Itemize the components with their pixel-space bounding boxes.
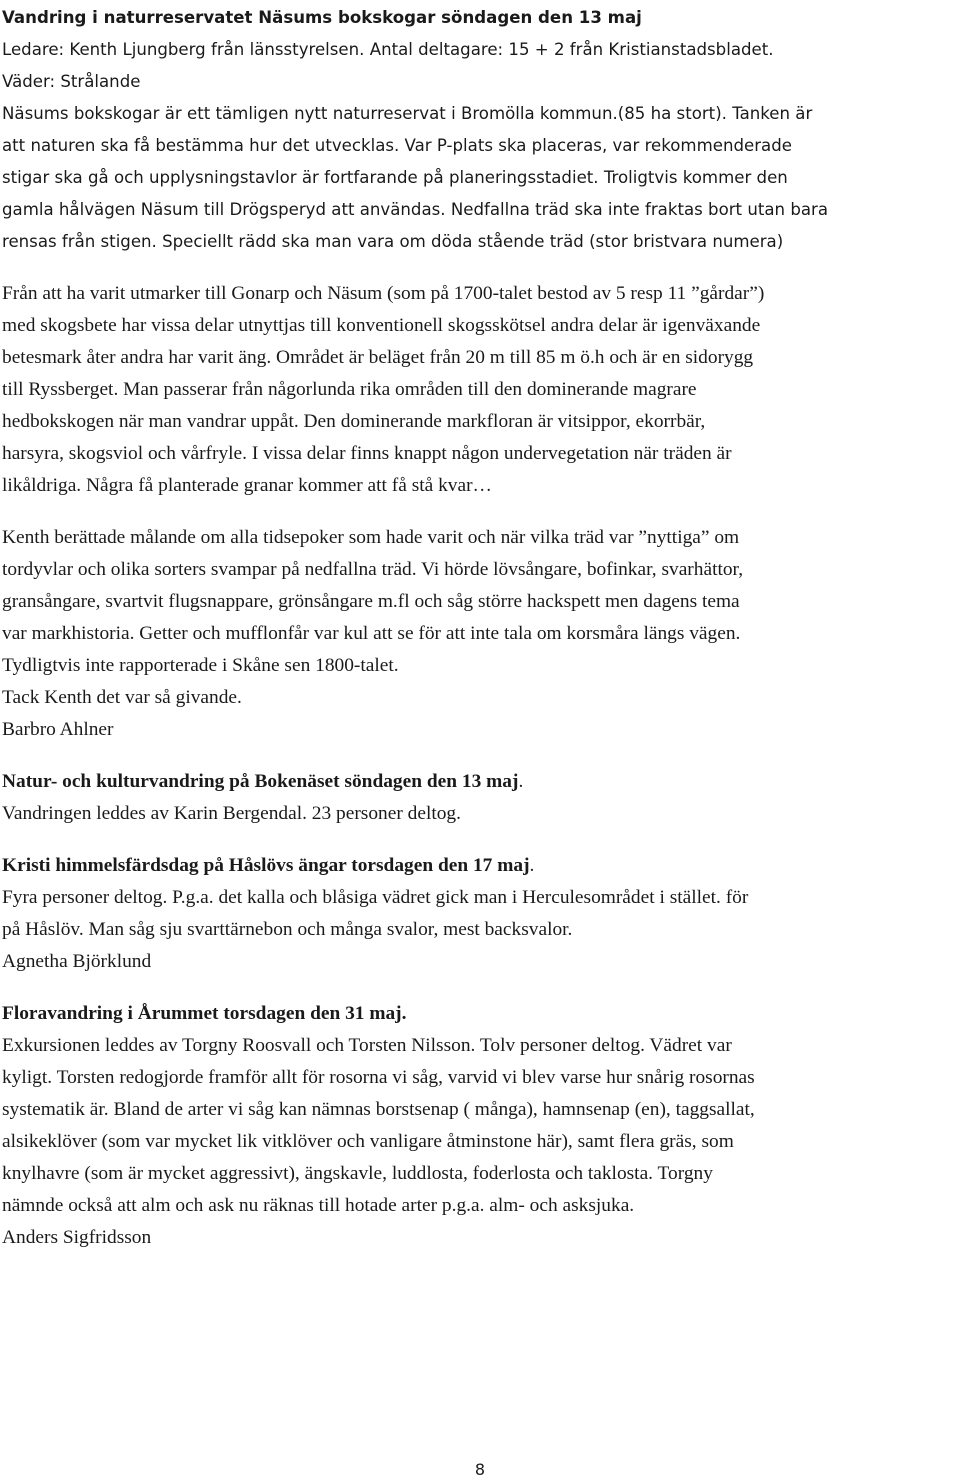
text-line: systematik är. Bland de arter vi såg kan nämnas borstsenap ( många), hamnsenap (en), taggsallat,: [2, 1099, 755, 1120]
section-haslov: [2, 850, 954, 978]
text-line: till Ryssberget. Man passerar från någorlunda rika områden till den dominerande magrare: [2, 379, 697, 400]
section-gap: [2, 978, 954, 998]
heading-punctuation: .: [518, 771, 524, 792]
section-heading: Natur- och kulturvandring på Bokenäset söndagen den 13 maj: [2, 771, 519, 792]
text-line: knylhavre (som är mycket aggressivt), ängskavle, luddlosta, foderlosta och taklosta. Torgny: [2, 1163, 713, 1184]
section-naesum: [2, 2, 954, 746]
text-line: Tydligtvis inte rapporterade i Skåne sen 1800-talet.: [2, 655, 399, 676]
text-line: betesmark åter andra har varit äng. Området är beläget från 20 m till 85 m ö.h och är en sidorygg: [2, 347, 754, 368]
section-heading: Kristi himmelsfärdsdag på Håslövs ängar torsdagen den 17 maj: [2, 855, 530, 876]
text-line: Från att ha varit utmarker till Gonarp och Näsum (som på 1700-talet bestod av 5 resp 11 ”gårdar”): [2, 283, 765, 304]
section-arummet: [2, 998, 954, 1254]
leader-line: Ledare: Kenth Ljungberg från länsstyrelsen. Antal deltagare: 15 + 2 från Kristianstadsbladet.: [2, 40, 774, 59]
paragraph: [2, 522, 954, 746]
paragraph: [2, 278, 954, 502]
text-line: hedbokskogen när man vandrar uppåt. Den dominerande markfloran är vitsippor, ekorrbär,: [2, 411, 706, 432]
text-line: med skogsbete har vissa delar utnyttjas till konventionell skogsskötsel andra delar är igenväxande: [2, 315, 761, 336]
text-line: på Håslöv. Man såg sju svarttärnebon och många svalor, mest backsvalor.: [2, 919, 573, 940]
paragraph-gap: [2, 502, 954, 522]
text-line: likåldriga. Några få planterade granar kommer att få stå kvar…: [2, 475, 492, 496]
signature: Agnetha Björklund: [2, 951, 152, 972]
weather-line: Väder: Strålande: [2, 72, 141, 91]
text-line: Vandringen leddes av Karin Bergendal. 23 personer deltog.: [2, 803, 461, 824]
section-heading-line: [2, 766, 954, 798]
document-body: [2, 2, 954, 1254]
page-number: 8: [474, 1460, 486, 1479]
text-line: harsyra, skogsviol och vårfryle. I vissa delar finns knappt någon undervegetation när träden är: [2, 443, 732, 464]
text-line: Tack Kenth det var så givande.: [2, 687, 242, 708]
text-line: Näsums bokskogar är ett tämligen nytt naturreservat i Bromölla kommun.(85 ha stort). Tanken är: [2, 104, 813, 123]
section-gap: [2, 830, 954, 850]
text-line: att naturen ska få bestämma hur det utvecklas. Var P-plats ska placeras, var rekommenderade: [2, 136, 792, 155]
text-line: tordyvlar och olika sorters svampar på nedfallna träd. Vi hörde lövsångare, bofinkar, svarhättor,: [2, 559, 744, 580]
section-bokenaset: [2, 766, 954, 830]
text-line: Kenth berättade målande om alla tidsepoker som hade varit och när vilka träd var ”nyttiga” om: [2, 527, 740, 548]
paragraph-gap: [2, 258, 954, 278]
text-line: stigar ska gå och upplysningstavlor är fortfarande på planeringsstadiet. Troligtvis kommer den: [2, 168, 788, 187]
text-line: Exkursionen leddes av Torgny Roosvall och Torsten Nilsson. Tolv personer deltog. Vädret var: [2, 1035, 732, 1056]
text-line: nämnde också att alm och ask nu räknas till hotade arter p.g.a. alm- och asksjuka.: [2, 1195, 635, 1216]
text-line: alsikeklöver (som var mycket lik vitklöver och vanligare åtminstone här), samt flera gräs, som: [2, 1131, 734, 1152]
signature: Anders Sigfridsson: [2, 1227, 152, 1248]
text-line: gamla hålvägen Näsum till Drögsperyd att användas. Nedfallna träd ska inte fraktas bort utan bara: [2, 200, 829, 219]
section-heading: Vandring i naturreservatet Näsums bokskogar söndagen den 13 maj: [2, 8, 642, 27]
text-line: kyligt. Torsten redogjorde framför allt för rosorna vi såg, varvid vi blev varse hur snårig rosornas: [2, 1067, 755, 1088]
text-line: gransångare, svartvit flugsnappare, grönsångare m.fl och såg större hackspett men dagens tema: [2, 591, 740, 612]
signature: Barbro Ahlner: [2, 719, 114, 740]
text-line: var markhistoria. Getter och mufflonfår var kul att se för att inte tala om korsmåra längs vägen.: [2, 623, 741, 644]
section-heading: Floravandring i Årummet torsdagen den 31 maj.: [2, 1003, 407, 1024]
section-heading-line: [2, 850, 954, 882]
section-gap: [2, 746, 954, 766]
paragraph: [2, 98, 954, 258]
text-line: Fyra personer deltog. P.g.a. det kalla och blåsiga vädret gick man i Herculesområdet i stället. för: [2, 887, 749, 908]
heading-punctuation: .: [529, 855, 535, 876]
text-line: rensas från stigen. Speciellt rädd ska man vara om döda stående träd (stor bristvara numera): [2, 232, 784, 251]
